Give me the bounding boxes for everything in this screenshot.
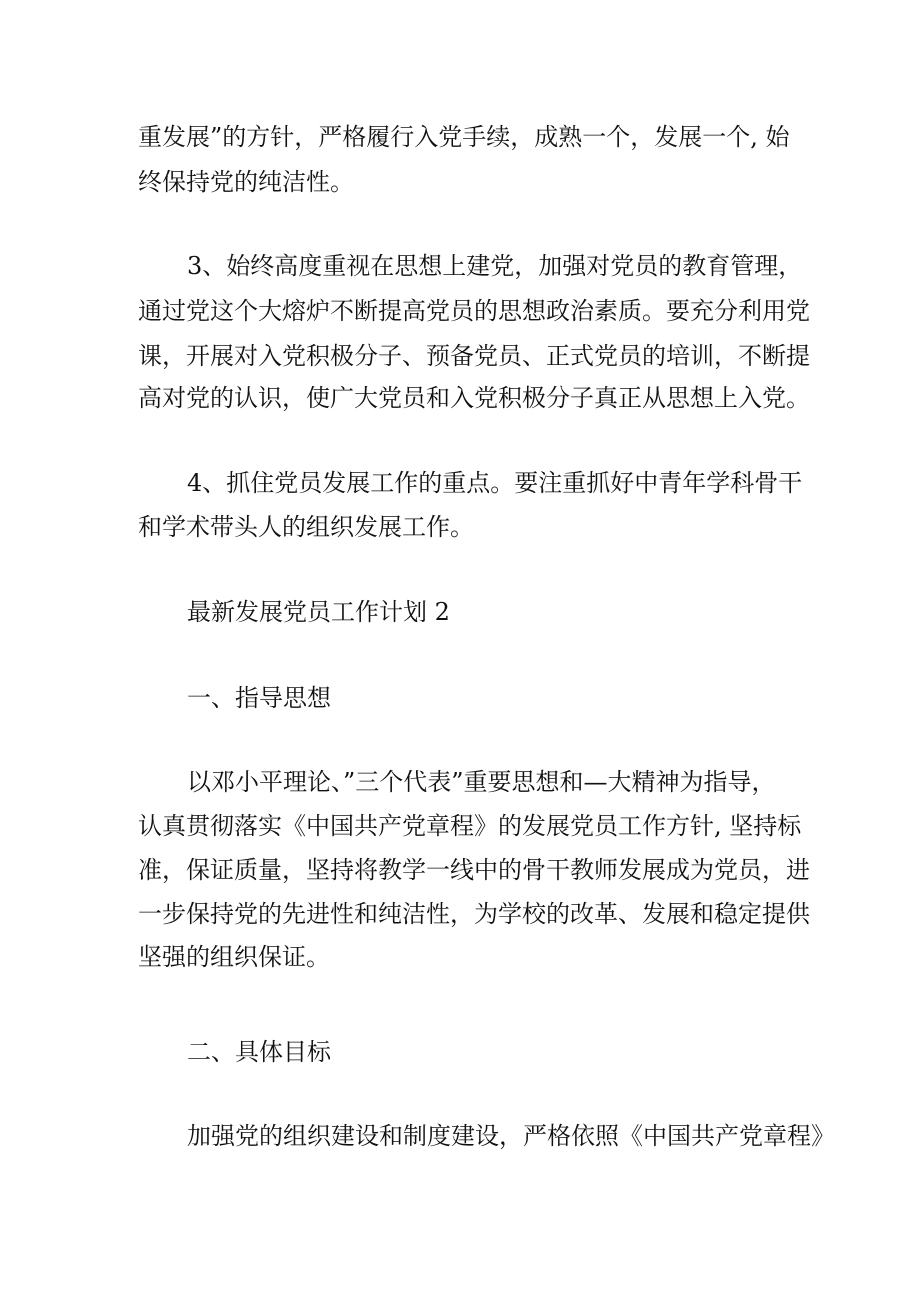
paragraph-line: 4、抓住党员发展工作的重点。要注重抓好中青年学科骨干 (187, 469, 803, 497)
paragraph-line: 终保持党的纯洁性。 (138, 168, 354, 196)
paragraph-line: 认真贯彻落实《中国共产党章程》的发展党员工作方针, 坚持标 (138, 812, 802, 840)
paragraph-line: 坚强的组织保证。 (138, 943, 330, 971)
paragraph-line: 高对党的认识，使广大党员和入党积极分子真正从思想上入党。 (138, 384, 810, 412)
section-heading-specific-goals: 二、具体目标 (187, 1038, 331, 1066)
plan-title: 最新发展党员工作计划 2 (187, 598, 450, 626)
paragraph-line: 3、始终高度重视在思想上建党，加强对党员的教育管理， (187, 252, 803, 280)
paragraph-line: 加强党的组织建设和制度建设，严格依照《中国共产党章程》 (187, 1122, 835, 1150)
paragraph-line: 通过党这个大熔炉不断提高党员的思想政治素质。要充分利用党 (138, 297, 810, 325)
paragraph-line: 课，开展对入党积极分子、预备党员、正式党员的培训，不断提 (138, 342, 810, 370)
paragraph-line: 一步保持党的先进性和纯洁性，为学校的改革、发展和稳定提供 (138, 900, 810, 928)
paragraph-line: 和学术带头人的组织发展工作。 (138, 513, 474, 541)
paragraph-line: 重发展”的方针，严格履行入党手续，成熟一个，发展一个, 始 (138, 123, 790, 151)
section-heading-guiding-ideology: 一、指导思想 (187, 684, 331, 712)
paragraph-line: 准，保证质量，坚持将教学一线中的骨干教师发展成为党员，进 (138, 856, 810, 884)
paragraph-line: 以邓小平理论、”三个代表”重要思想和—大精神为指导， (187, 768, 776, 796)
